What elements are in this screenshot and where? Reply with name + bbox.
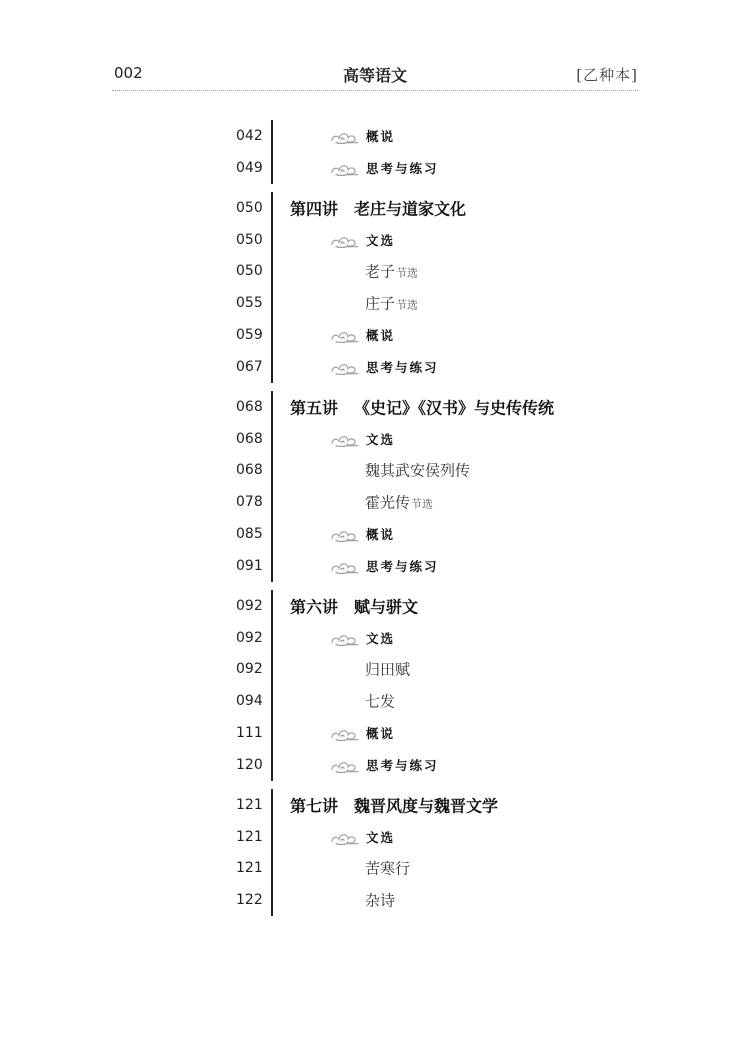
cloud-ornament-icon [330,528,360,542]
lecture-name: 魏晋风度与魏晋文学 [354,796,499,816]
page-ref: 121 [236,796,263,813]
reading-name: 老子 [365,262,396,281]
reading-name: 归田赋 [365,660,411,679]
reading-name: 七发 [365,692,396,711]
lecture-name: 《史记》《汉书》与史传传统 [354,398,555,418]
section-label: 思考与练习 [366,160,439,176]
lecture-number: 第六讲 [290,597,339,617]
section-label: 概说 [366,726,396,742]
page-ref: 068 [236,398,263,415]
page-header [0,0,750,92]
cloud-ornament-icon [330,759,360,773]
page-ref: 078 [236,494,263,511]
page-ref: 092 [236,597,263,614]
page-ref: 068 [236,430,263,447]
lecture-title [290,196,466,219]
reading-name: 庄子 [365,294,396,313]
page-ref: 092 [236,661,263,678]
page-ref: 111 [236,725,263,742]
reading-title [365,293,418,314]
section-label: 文选 [366,431,396,447]
page-ref: 042 [236,127,263,144]
page-ref: 050 [236,199,263,216]
excerpt-note: 节选 [396,266,419,280]
section-label: 概说 [366,128,396,144]
page-ref: 055 [236,295,263,312]
toc-row[interactable] [0,550,750,582]
page-ref: 049 [236,159,263,176]
cloud-ornament-icon [330,631,360,645]
toc-row[interactable] [0,749,750,781]
toc-group [0,192,750,383]
toc-group [0,120,750,184]
lecture-title [290,594,418,617]
header-divider [112,90,638,91]
toc-row[interactable] [0,654,750,686]
page-ref: 059 [236,327,263,344]
toc-row[interactable] [0,486,750,518]
section-label: 文选 [366,630,396,646]
toc-row[interactable] [0,622,750,654]
lecture-number: 第七讲 [290,796,339,816]
cloud-ornament-icon [330,329,360,343]
lecture-number: 第四讲 [290,199,339,219]
section-label: 文选 [366,232,396,248]
toc-row[interactable] [0,789,750,821]
page-ref: 091 [236,557,263,574]
section-label: 思考与练习 [366,757,439,773]
cloud-ornament-icon [330,432,360,446]
toc-row[interactable] [0,192,750,224]
lecture-name: 老庄与道家文化 [354,199,467,219]
reading-title [365,691,395,712]
cloud-ornament-icon [330,560,360,574]
excerpt-note: 节选 [396,298,419,312]
reading-name: 杂诗 [365,891,396,910]
toc-row[interactable] [0,455,750,487]
toc-group [0,789,750,916]
reading-title [365,858,410,879]
page-ref: 067 [236,358,263,375]
toc-row[interactable] [0,152,750,184]
section-label: 概说 [366,328,396,344]
toc-row[interactable] [0,821,750,853]
reading-name: 霍光传 [365,493,411,512]
cloud-ornament-icon [330,233,360,247]
edition-label: [乙种本] [576,66,638,84]
cloud-ornament-icon [330,361,360,375]
toc-row[interactable] [0,853,750,885]
cloud-ornament-icon [330,727,360,741]
lecture-title [290,793,498,816]
toc-row[interactable] [0,256,750,288]
toc-row[interactable] [0,391,750,423]
reading-title [365,492,433,513]
toc-row[interactable] [0,224,750,256]
page-ref: 122 [236,892,263,909]
toc-group [0,391,750,582]
page-ref: 050 [236,231,263,248]
lecture-title [290,395,554,418]
lecture-name: 赋与骈文 [354,597,419,617]
section-label: 思考与练习 [366,359,439,375]
page-number: 002 [114,64,143,82]
reading-title [365,659,410,680]
toc-row[interactable] [0,717,750,749]
cloud-ornament-icon [330,161,360,175]
cloud-ornament-icon [330,130,360,144]
reading-title [365,261,418,282]
page-ref: 121 [236,828,263,845]
toc-row[interactable] [0,685,750,717]
toc-row[interactable] [0,518,750,550]
excerpt-note: 节选 [411,497,434,511]
page-ref: 121 [236,860,263,877]
reading-name: 苦寒行 [365,859,411,878]
section-label: 概说 [366,527,396,543]
page-ref: 068 [236,462,263,479]
toc-row[interactable] [0,423,750,455]
page-ref: 120 [236,756,263,773]
toc-group [0,590,750,781]
toc-row[interactable] [0,287,750,319]
toc-row[interactable] [0,120,750,152]
toc-row[interactable] [0,590,750,622]
page-ref: 094 [236,693,263,710]
book-title: 高等语文 [342,66,407,85]
toc-row[interactable] [0,319,750,351]
lecture-number: 第五讲 [290,398,339,418]
cloud-ornament-icon [330,830,360,844]
reading-title [365,890,395,911]
section-label: 文选 [366,829,396,845]
page-ref: 085 [236,526,263,543]
page-ref: 092 [236,629,263,646]
toc-row[interactable] [0,884,750,916]
section-label: 思考与练习 [366,558,439,574]
page-ref: 050 [236,263,263,280]
toc-row[interactable] [0,351,750,383]
reading-title [365,460,470,481]
reading-name: 魏其武安侯列传 [365,461,471,480]
